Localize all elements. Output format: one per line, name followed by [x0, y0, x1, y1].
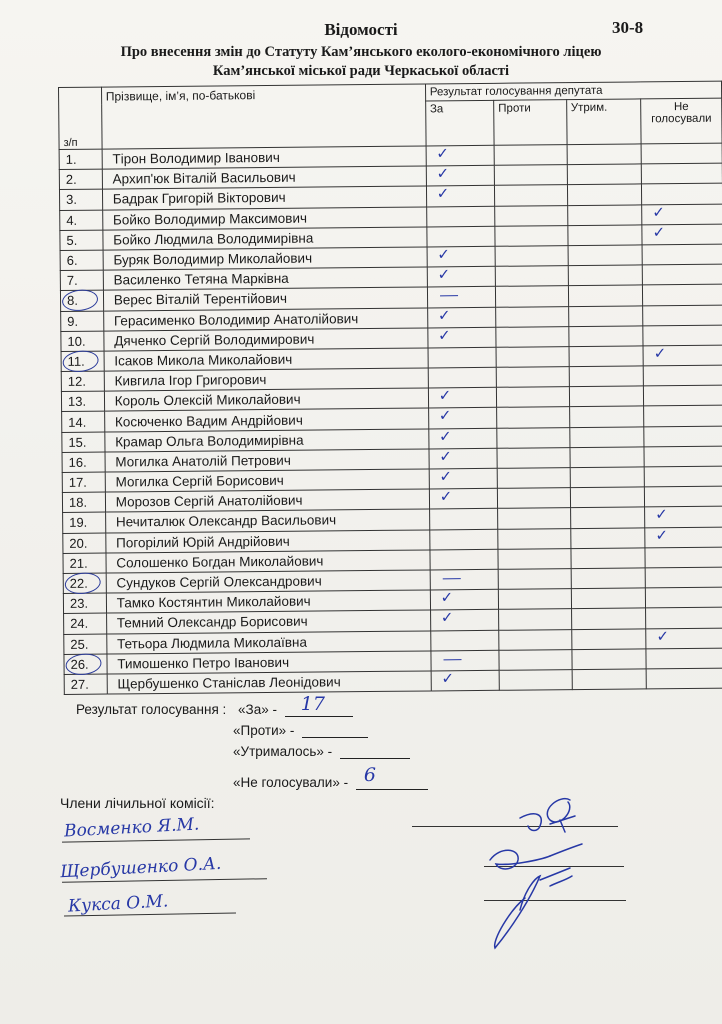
header-result: Результат голосування депутата [425, 81, 721, 101]
row-number [62, 492, 105, 513]
row-number-text: 23. [69, 595, 89, 612]
row-number-text: 18. [68, 495, 88, 511]
row-number-text: 17. [68, 474, 87, 491]
row-number [63, 512, 106, 533]
vote-cell-not-voted [642, 224, 722, 245]
vote-cell-abstain [571, 588, 646, 609]
vote-cell-for [428, 347, 497, 368]
check-mark-icon: ✓ [440, 588, 454, 607]
vote-cell-for [428, 408, 497, 429]
signature-2-tail [550, 844, 582, 856]
vote-cell-abstain [570, 487, 645, 508]
deputy-name: Могилка Сергій Борисович [105, 469, 429, 492]
vote-cell-not-voted [645, 527, 722, 548]
commission-member-3: Кукса О.М. [67, 891, 169, 917]
vote-cell-not-voted [643, 345, 722, 366]
vote-cell-not-voted [645, 547, 722, 568]
deputy-name: Тамко Костянтин Миколайович [106, 590, 430, 613]
vote-cell-against [498, 508, 571, 529]
check-mark-icon: ✓ [652, 222, 666, 242]
vote-cell-not-voted [644, 426, 722, 447]
vote-cell-against [494, 185, 567, 206]
vote-cell-not-voted [643, 305, 722, 326]
deputy-name: Василенко Тетяна Марківна [103, 267, 427, 290]
result-abstain-label: «Утрималось» - [233, 744, 333, 759]
row-number [63, 553, 106, 574]
deputy-name: Крамар Ольга Володимирівна [105, 429, 429, 452]
handwritten-circle [64, 651, 102, 676]
vote-cell-against [496, 306, 569, 327]
check-mark-icon: ✓ [656, 626, 670, 645]
row-number [64, 634, 107, 655]
vote-cell-for [427, 246, 496, 267]
check-mark-icon: ✓ [438, 386, 452, 405]
voting-table [58, 81, 722, 695]
signature-3-main [495, 876, 540, 948]
row-number [63, 573, 106, 594]
vote-cell-for [429, 468, 498, 489]
check-mark-icon: ✓ [438, 406, 452, 425]
vote-cell-abstain [570, 527, 645, 548]
vote-cell-abstain [568, 265, 643, 286]
vote-cell-against [496, 387, 569, 408]
deputy-name: Ісаков Микола Миколайович [104, 348, 428, 371]
row-number [60, 210, 103, 231]
row-number-text: 16. [68, 454, 87, 470]
row-number [63, 533, 106, 554]
voting-table-body [59, 143, 722, 694]
vote-cell-for [429, 428, 498, 449]
document-number: 30-8 [612, 18, 644, 37]
row-number-text: 20. [69, 535, 88, 551]
row-number [64, 674, 107, 695]
vote-cell-against [495, 246, 568, 267]
commission-label: Члени лічильної комісії: [60, 795, 215, 811]
row-number-text: 19. [69, 515, 88, 531]
deputy-name: Тетьора Людмила Миколаївна [106, 630, 430, 653]
vote-cell-not-voted [644, 446, 722, 467]
vote-cell-for [430, 610, 499, 631]
row-number [64, 654, 107, 675]
result-for-value: 17 [300, 693, 325, 715]
deputy-name: Могилка Анатолій Петрович [105, 449, 429, 472]
vote-cell-for [430, 630, 499, 651]
signature-2-main [490, 850, 550, 869]
vote-cell-for [429, 488, 498, 509]
dash-mark-icon [443, 659, 461, 660]
deputy-name: Тимошенко Петро Іванович [107, 651, 431, 674]
header-against: Проти [494, 100, 567, 146]
vote-cell-for [427, 226, 496, 247]
vote-cell-against [498, 569, 571, 590]
vote-cell-against [495, 286, 568, 307]
vote-cell-for [428, 367, 497, 388]
deputy-name: Морозов Сергій Анатолійович [105, 489, 429, 512]
vote-cell-abstain [569, 346, 644, 367]
vote-cell-abstain [568, 245, 643, 266]
vote-cell-for [427, 287, 496, 308]
vote-cell-against [494, 165, 567, 186]
row-number [59, 189, 102, 210]
vote-cell-not-voted [645, 506, 722, 527]
header-number: з/п [59, 87, 102, 149]
result-not-voted-value: 6 [363, 764, 376, 786]
vote-cell-against [494, 145, 567, 166]
header-abstain: Утрим. [566, 99, 641, 145]
vote-cell-against [498, 528, 571, 549]
row-number-text: 1. [65, 151, 77, 168]
row-number-text: 14. [68, 414, 87, 430]
deputy-name: Бадрак Григорій Вікторович [102, 186, 426, 209]
row-number [61, 371, 104, 392]
vote-cell-for [427, 266, 496, 287]
deputy-name: Косюченко Вадим Андрійович [104, 408, 428, 431]
row-number-text: 7. [66, 273, 78, 289]
row-number [60, 290, 103, 311]
check-mark-icon: ✓ [652, 202, 666, 221]
signature-3-strokes [540, 868, 572, 886]
vote-cell-not-voted [644, 385, 722, 406]
vote-cell-against [497, 407, 570, 428]
deputy-name: Бойко Володимир Максимович [102, 207, 426, 230]
vote-cell-abstain [568, 285, 643, 306]
vote-cell-abstain [572, 669, 647, 690]
deputy-name: Буряк Володимир Миколайович [103, 247, 427, 270]
document-title: Відомості [324, 20, 398, 39]
check-mark-icon: ✓ [439, 447, 452, 466]
handwritten-circle [64, 571, 102, 596]
vote-cell-abstain [571, 568, 646, 589]
row-number-text: 26. [70, 656, 89, 672]
vote-cell-against [496, 346, 569, 367]
result-against-label: «Проти» - [233, 723, 295, 738]
dash-mark-icon [442, 578, 460, 579]
commission-member-2: Щербушенко О.А. [59, 853, 222, 883]
deputy-name: Кивгила Ігор Григорович [104, 368, 428, 391]
vote-cell-abstain [571, 548, 646, 569]
row-number [61, 311, 104, 332]
deputy-name: Дяченко Сергій Володимирович [104, 328, 428, 351]
vote-cell-abstain [569, 366, 644, 387]
vote-cell-for [431, 650, 500, 671]
vote-cell-abstain [571, 649, 646, 670]
vote-cell-not-voted [646, 607, 722, 628]
vote-cell-abstain [571, 608, 646, 629]
deputy-name: Сундуков Сергій Олександрович [106, 570, 430, 593]
result-abstain-blank [340, 743, 410, 759]
check-mark-icon: ✓ [655, 505, 668, 524]
result-not-voted-label: «Не голосували» - [233, 775, 349, 790]
vote-cell-not-voted [642, 184, 722, 205]
row-number-text: 11. [67, 353, 85, 369]
vote-cell-for [430, 549, 499, 570]
row-number [59, 149, 102, 170]
vote-cell-abstain [568, 326, 643, 347]
row-number-text: 2. [65, 172, 77, 188]
row-number [62, 472, 105, 493]
row-number [64, 613, 107, 634]
vote-cell-not-voted [643, 325, 722, 346]
vote-cell-against [496, 367, 569, 388]
row-number-text: 24. [70, 616, 89, 632]
vote-cell-against [499, 609, 572, 630]
vote-cell-for [427, 307, 496, 328]
row-number [61, 391, 104, 412]
commission-member-1: Восменко Я.М. [63, 814, 200, 842]
row-number-text: 6. [66, 252, 78, 268]
signature-1-stroke-a [520, 814, 541, 831]
row-number-text: 10. [67, 333, 86, 349]
vote-cell-against [496, 326, 569, 347]
check-mark-icon: ✓ [437, 245, 451, 264]
check-mark-icon: ✓ [441, 669, 455, 688]
vote-cell-for [428, 327, 497, 348]
vote-cell-for [429, 509, 498, 530]
check-mark-icon: ✓ [655, 525, 669, 544]
vote-cell-abstain [569, 427, 644, 448]
deputy-name: Щербушенко Станіслав Леонідович [107, 671, 431, 694]
vote-cell-for [430, 589, 499, 610]
row-number-text: 8. [66, 293, 78, 309]
check-mark-icon: ✓ [653, 344, 667, 363]
vote-cell-for [428, 388, 497, 409]
vote-cell-abstain [567, 204, 642, 225]
vote-cell-against [497, 427, 570, 448]
check-mark-icon: ✓ [439, 487, 453, 506]
vote-cell-abstain [569, 386, 644, 407]
row-number [61, 331, 104, 352]
vote-cell-abstain [569, 406, 644, 427]
check-mark-icon: ✓ [436, 164, 450, 183]
vote-cell-not-voted [645, 567, 722, 588]
row-number-text: 5. [66, 232, 78, 248]
vote-cell-against [495, 225, 568, 246]
vote-cell-against [495, 205, 568, 226]
handwritten-circle [61, 288, 99, 313]
vote-cell-abstain [568, 305, 643, 326]
row-number [61, 351, 104, 372]
dash-mark-icon [440, 295, 458, 296]
deputy-name: Нечиталюк Олександр Васильович [105, 509, 429, 532]
deputy-name: Темний Олександр Борисович [106, 610, 430, 633]
row-number [62, 432, 105, 453]
row-number [60, 250, 103, 271]
vote-cell-for [426, 145, 495, 166]
check-mark-icon: ✓ [438, 325, 451, 345]
vote-cell-abstain [567, 184, 642, 205]
row-number [59, 169, 102, 190]
document-subtitle-line1: Про внесення змін до Статуту Кам’янського еколого-економічного ліцею [120, 44, 602, 60]
signature-1-stroke-b [550, 816, 575, 832]
vote-cell-for [426, 166, 495, 187]
vote-cell-against [497, 447, 570, 468]
row-number [62, 412, 105, 433]
row-number [62, 452, 105, 473]
vote-cell-abstain [570, 447, 645, 468]
vote-cell-not-voted [643, 365, 722, 386]
check-mark-icon: ✓ [436, 184, 450, 203]
row-number-text: 22. [69, 575, 88, 591]
vote-cell-against [497, 468, 570, 489]
vote-cell-not-voted [646, 648, 722, 669]
check-mark-icon: ✓ [437, 265, 451, 284]
vote-cell-not-voted [643, 284, 722, 305]
header-for: За [425, 100, 494, 146]
vote-cell-against [499, 669, 572, 690]
vote-cell-not-voted [641, 163, 722, 184]
vote-cell-not-voted [642, 264, 722, 285]
vote-cell-not-voted [644, 466, 722, 487]
vote-cell-against [498, 589, 571, 610]
vote-cell-not-voted [644, 486, 722, 507]
row-number-text: 4. [66, 212, 78, 228]
vote-cell-against [497, 488, 570, 509]
deputy-name: Тірон Володимир Іванович [102, 146, 426, 169]
header-not-voted: Не голосували [641, 98, 722, 144]
vote-cell-abstain [567, 144, 642, 165]
vote-cell-abstain [570, 507, 645, 528]
deputy-name: Бойко Людмила Володимирівна [103, 227, 427, 250]
deputy-name: Погорілий Юрій Андрійович [106, 530, 430, 553]
vote-cell-for [430, 569, 499, 590]
result-label: Результат голосування : [76, 702, 227, 717]
row-number-text: 21. [69, 555, 88, 571]
deputy-name: Герасименко Володимир Анатолійович [103, 307, 427, 330]
vote-cell-not-voted [645, 587, 722, 608]
row-number-text: 9. [67, 313, 79, 329]
row-number-text: 13. [67, 394, 87, 410]
vote-cell-against [499, 649, 572, 670]
result-for-label: «За» - [238, 702, 277, 717]
deputy-name: Король Олексій Миколайович [104, 388, 428, 411]
handwritten-signatures [400, 780, 640, 960]
result-for-blank [285, 693, 353, 717]
header-name: Прізвище, ім’я, по-батькові [101, 84, 426, 149]
check-mark-icon: ✓ [437, 305, 451, 324]
row-number-text: 15. [68, 434, 87, 450]
vote-cell-not-voted [644, 406, 722, 427]
deputy-name: Верес Віталій Терентійович [103, 287, 427, 310]
row-number-text: 3. [66, 192, 77, 208]
check-mark-icon: ✓ [439, 467, 453, 486]
check-mark-icon: ✓ [438, 426, 452, 445]
vote-cell-not-voted [642, 204, 722, 225]
deputy-name: Архип'юк Віталій Васильович [102, 166, 426, 189]
vote-cell-for [429, 448, 498, 469]
row-number [60, 230, 103, 251]
handwritten-circle [62, 349, 100, 374]
vote-cell-abstain [567, 164, 642, 185]
vote-cell-against [499, 629, 572, 650]
result-against-blank [302, 722, 368, 738]
vote-cell-not-voted [646, 628, 722, 649]
vote-cell-abstain [570, 467, 645, 488]
vote-cell-abstain [571, 628, 646, 649]
vote-cell-for [426, 186, 495, 207]
row-number [60, 270, 103, 291]
vote-cell-for [431, 670, 500, 691]
deputy-name: Солошенко Богдан Миколайович [106, 550, 430, 573]
row-number [63, 593, 106, 614]
check-mark-icon: ✓ [440, 608, 454, 627]
vote-cell-not-voted [646, 668, 722, 689]
row-number-text: 12. [67, 373, 86, 390]
vote-cell-not-voted [642, 244, 722, 265]
row-number-text: 27. [70, 676, 89, 692]
vote-cell-abstain [567, 225, 642, 246]
vote-cell-for [429, 529, 498, 550]
document-subtitle-line2: Кам’янської міської ради Черкаської області [212, 63, 510, 79]
vote-cell-for [426, 206, 495, 227]
vote-cell-against [498, 548, 571, 569]
check-mark-icon: ✓ [436, 144, 450, 163]
vote-cell-not-voted [641, 143, 722, 164]
vote-cell-against [495, 266, 568, 287]
row-number-text: 25. [70, 636, 89, 652]
